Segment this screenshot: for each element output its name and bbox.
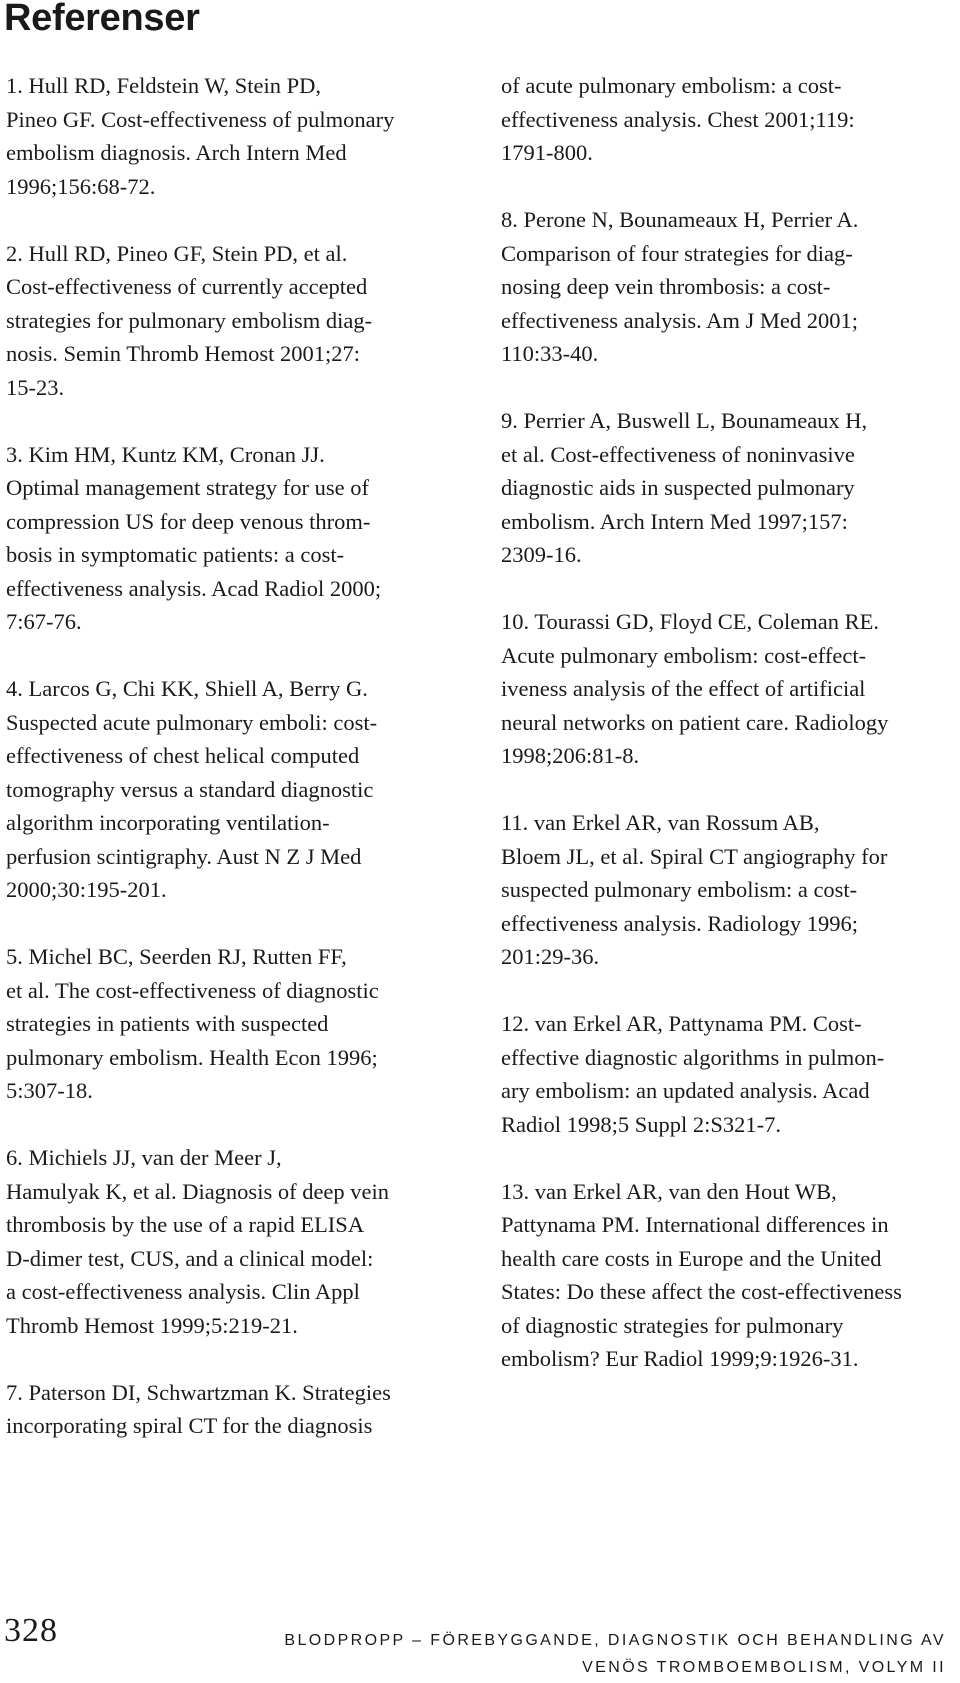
page-number: 328 — [4, 1612, 58, 1649]
reference-line: 1996;156:68-72. — [6, 173, 156, 199]
reference-entry — [501, 806, 941, 974]
reference-line: 12. van Erkel AR, Pattynama PM. Cost- — [501, 1011, 862, 1036]
reference-line: 1998;206:81-8. — [501, 743, 640, 768]
reference-line: Optimal management strategy for use of — [6, 475, 370, 500]
reference-line: Radiol 1998;5 Suppl 2:S321-7. — [501, 1111, 782, 1137]
reference-line: 11. van Erkel AR, van Rossum AB, — [501, 810, 820, 835]
reference-line: nosing deep vein thrombosis: a cost- — [501, 274, 831, 299]
reference-line: embolism? Eur Radiol 1999;9:1926-31. — [501, 1346, 859, 1371]
reference-entry — [6, 672, 446, 907]
reference-line: 110:33-40. — [501, 341, 599, 366]
reference-line: Suspected acute pulmonary emboli: cost- — [6, 709, 378, 735]
reference-line: States: Do these affect the cost-effectiveness — [501, 1279, 902, 1304]
running-footer — [284, 1627, 946, 1681]
reference-entry — [6, 438, 446, 639]
reference-line: Bloem JL, et al. Spiral CT angiography for — [501, 843, 888, 869]
reference-entry — [501, 605, 941, 773]
reference-entry — [501, 1007, 941, 1141]
reference-column-left — [6, 69, 446, 1476]
reference-line: nosis. Semin Thromb Hemost 2001;27: — [6, 341, 360, 366]
reference-line: 9. Perrier A, Buswell L, Bounameaux H, — [501, 408, 868, 433]
reference-line: Thromb Hemost 1999;5:219-21. — [6, 1312, 298, 1338]
reference-line: compression US for deep venous throm- — [6, 508, 371, 534]
reference-line: pulmonary embolism. Health Econ 1996; — [6, 1044, 378, 1070]
reference-line: diagnostic aids in suspected pulmonary — [501, 475, 855, 500]
reference-entry — [6, 1376, 446, 1443]
running-footer-line-1: BLODPROPP – FÖREBYGGANDE, DIAGNOSTIK OCH BEHANDLING AV — [284, 1632, 946, 1649]
reference-line: et al. Cost-effectiveness of noninvasive — [501, 441, 855, 467]
reference-line: tomography versus a standard diagnostic — [6, 776, 374, 802]
reference-line: incorporating spiral CT for the diagnosis — [6, 1413, 373, 1438]
reference-line: 13. van Erkel AR, van den Hout WB, — [501, 1178, 837, 1204]
reference-line: 7:67-76. — [6, 609, 82, 634]
reference-line: a cost-effectiveness analysis. Clin Appl — [6, 1279, 360, 1304]
reference-entry — [6, 940, 446, 1108]
reference-line: 2309-16. — [501, 542, 582, 567]
reference-line: 10. Tourassi GD, Floyd CE, Coleman RE. — [501, 609, 880, 634]
reference-line: effectiveness analysis. Am J Med 2001; — [501, 307, 859, 333]
reference-entry — [501, 1175, 941, 1376]
reference-line: Hamulyak K, et al. Diagnosis of deep vein — [6, 1178, 390, 1204]
reference-column-right — [501, 69, 941, 1409]
reference-line: 5. Michel BC, Seerden RJ, Rutten FF, — [6, 944, 347, 969]
reference-line: 8. Perone N, Bounameaux H, Perrier A. — [501, 207, 859, 232]
reference-line: bosis in symptomatic patients: a cost- — [6, 542, 345, 567]
reference-line: 3. Kim HM, Kuntz KM, Cronan JJ. — [6, 441, 325, 467]
reference-line: 15-23. — [6, 374, 65, 400]
reference-line: Pineo GF. Cost-effectiveness of pulmonary — [6, 106, 395, 132]
reference-entry — [501, 203, 941, 371]
reference-entry — [501, 404, 941, 572]
reference-line: effective diagnostic algorithms in pulmon- — [501, 1044, 885, 1070]
reference-line: thrombosis by the use of a rapid ELISA — [6, 1212, 365, 1237]
reference-entry — [6, 1141, 446, 1342]
reference-line: 1791-800. — [501, 140, 593, 165]
reference-line: suspected pulmonary embolism: a cost- — [501, 877, 858, 902]
reference-line: et al. The cost-effectiveness of diagnostic — [6, 977, 379, 1003]
reference-line: of acute pulmonary embolism: a cost- — [501, 73, 842, 98]
reference-line: strategies for pulmonary embolism diag- — [6, 307, 373, 333]
reference-line: effectiveness analysis. Acad Radiol 2000; — [6, 575, 382, 601]
page-title: Referenser — [4, 0, 200, 39]
reference-entry — [6, 69, 446, 203]
reference-line: 7. Paterson DI, Schwartzman K. Strategies — [6, 1379, 391, 1405]
reference-line: 4. Larcos G, Chi KK, Shiell A, Berry G. — [6, 676, 368, 701]
reference-line: 1. Hull RD, Feldstein W, Stein PD, — [6, 73, 322, 98]
reference-line: embolism diagnosis. Arch Intern Med — [6, 140, 347, 165]
reference-line: Cost-effectiveness of currently accepted — [6, 274, 368, 299]
reference-line: Pattynama PM. International differences in — [501, 1212, 889, 1237]
reference-line: effectiveness analysis. Radiology 1996; — [501, 910, 859, 936]
reference-line: 201:29-36. — [501, 944, 600, 969]
reference-line: Comparison of four strategies for diag- — [501, 240, 853, 266]
reference-line: 2000;30:195-201. — [6, 877, 167, 902]
reference-line: 5:307-18. — [6, 1078, 93, 1103]
reference-entry — [6, 237, 446, 405]
reference-line: perfusion scintigraphy. Aust N Z J Med — [6, 843, 362, 869]
reference-line: effectiveness of chest helical computed — [6, 743, 360, 768]
reference-line: ary embolism: an updated analysis. Acad — [501, 1078, 870, 1103]
reference-line: neural networks on patient care. Radiology — [501, 709, 889, 735]
reference-entry — [501, 69, 941, 170]
reference-line: of diagnostic strategies for pulmonary — [501, 1312, 844, 1338]
reference-line: effectiveness analysis. Chest 2001;119: — [501, 106, 855, 132]
reference-line: embolism. Arch Intern Med 1997;157: — [501, 508, 848, 534]
reference-line: Acute pulmonary embolism: cost-effect- — [501, 642, 867, 668]
reference-line: strategies in patients with suspected — [6, 1011, 329, 1036]
running-footer-line-2: VENÖS TROMBOEMBOLISM, VOLYM II — [582, 1659, 946, 1676]
reference-line: health care costs in Europe and the United — [501, 1245, 882, 1271]
reference-line: 2. Hull RD, Pineo GF, Stein PD, et al. — [6, 240, 348, 266]
reference-line: 6. Michiels JJ, van der Meer J, — [6, 1145, 282, 1170]
reference-line: D-dimer test, CUS, and a clinical model: — [6, 1245, 374, 1271]
reference-line: algorithm incorporating ventilation- — [6, 810, 330, 835]
reference-line: iveness analysis of the effect of artificial — [501, 676, 866, 701]
